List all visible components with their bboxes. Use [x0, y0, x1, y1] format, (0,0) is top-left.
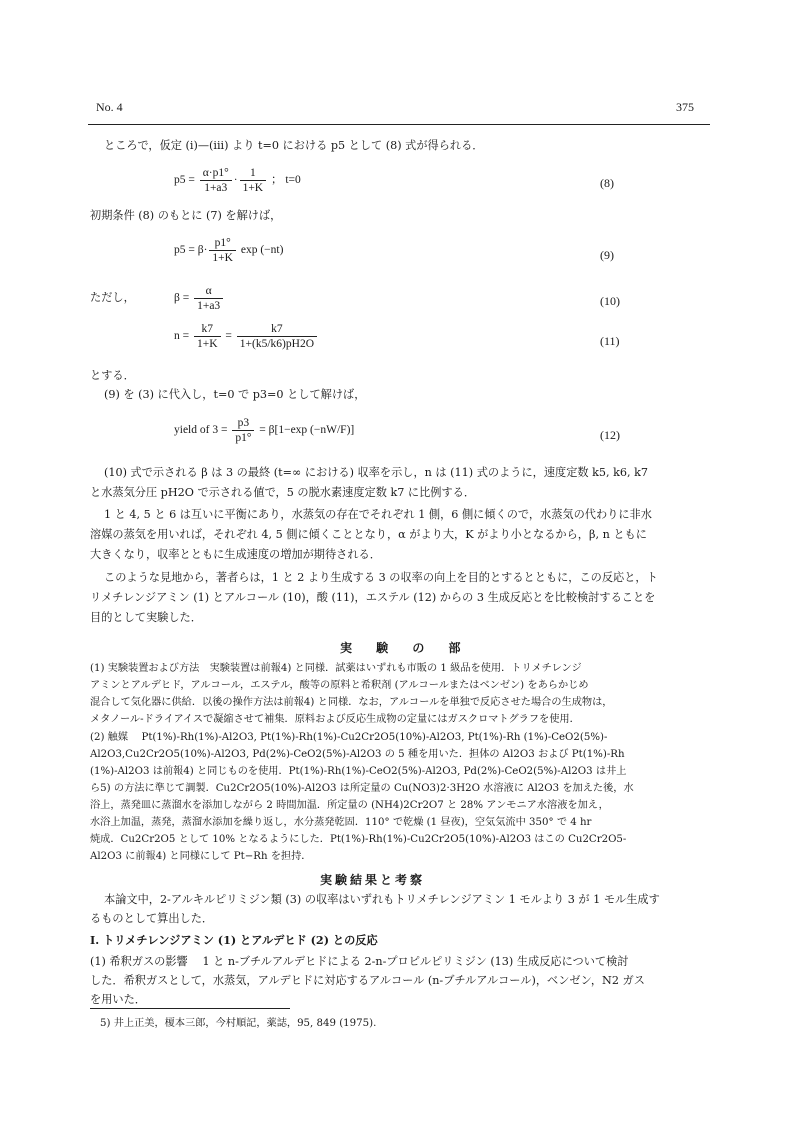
eq8-number: (8)	[600, 176, 614, 190]
eq11-frac2	[237, 322, 317, 351]
eq11-den2: 1+(k5/k6)pH2O	[239, 338, 314, 350]
eq10-lhs: β =	[174, 292, 190, 305]
eq9-lhs: p5 = β·	[174, 244, 208, 257]
eq8-den1: 1+a3	[204, 182, 228, 194]
exp2-line6: 水浴上加温，蒸発，蒸溜水添加を繰り返し，水分蒸発乾固．110° で乾燥 (1 昼夜)，空気気流中 350° で 4 hr	[90, 817, 592, 828]
equation-10	[174, 284, 225, 313]
eq9-tail: exp (−nt)	[240, 244, 284, 257]
eq10-frac	[194, 284, 223, 313]
section-heading-experimental: 実 験 の 部	[340, 641, 471, 655]
eq10-num: α	[194, 284, 223, 299]
exp1-line1: (1) 実験装置および方法 実験装置は前報4) と同様．試薬はいずれも市販の 1 級品を使用．トリメチレンジ	[90, 663, 582, 674]
exp2-line7: 焼成．Cu2Cr2O5 として 10% となるようにした．Pt(1%)-Rh(1%)-Cu2Cr2O5(10%)-Al2O3 はこの Cu2Cr2O5-	[90, 834, 627, 845]
para3-line3: 目的として実験した．	[90, 611, 202, 624]
eq11-frac1	[194, 322, 221, 351]
eq8-frac2	[240, 166, 267, 195]
exp2-line1: (2) 触媒 Pt(1%)-Rh(1%)-Al2O3, Pt(1%)-Rh(1%)-Cu2Cr2O5(10%)-Al2O3, Pt(1%)-Rh (1%)-CeO2(5%)-	[90, 732, 608, 743]
eq12-den: p1°	[235, 432, 252, 444]
exp2-line5: 浴上，蒸発皿に蒸溜水を添加しながら 2 時間加温．所定量の (NH4)2Cr2O7 と 28% アンモニア水溶液を加え，	[90, 800, 609, 811]
eq8-lhs: p5 =	[174, 174, 195, 187]
exp2-line8: Al2O3 に前報4) と同様にして Pt−Rh を担持．	[90, 851, 312, 862]
eq11-eq: =	[225, 330, 232, 343]
eq11-number: (11)	[600, 334, 620, 348]
exp2-line4: ら5) の方法に準じて調製．Cu2Cr2O5(10%)-Al2O3 は所定量の Cu(NO3)2·3H2O 水溶液に Al2O3 を加えた後，水	[90, 783, 634, 794]
footnote-5: 5) 井上正美，榎本三郎，今村順記，薬誌，95, 849 (1975).	[100, 1018, 377, 1029]
dilution-line2: した．希釈ガスとして，水蒸気，アルデヒドに対応するアルコール (n-ブチルアルコール)，ベンゼン，N2 ガス	[90, 974, 645, 987]
intro-line: ところで，仮定 (i)—(iii) より t=0 における p5 として (8) 式が得られる．	[104, 139, 484, 152]
tadashi: ただし，	[90, 291, 135, 304]
subheading-I: I. トリメチレンジアミン (1) とアルデヒド (2) との反応	[90, 933, 378, 947]
results-line2: るものとして算出した．	[90, 912, 214, 925]
exp1-line3: 混合して気化器に供給．以後の操作方法は前報4) と同様．なお，アルコールを単独で反応させた場合の生成物は，	[90, 697, 613, 708]
eq8-frac1	[200, 166, 232, 195]
eq8-den2: 1+K	[242, 182, 264, 194]
eq9-num: p1°	[209, 236, 236, 251]
eq11-num1: k7	[194, 322, 221, 337]
exp1-line2: アミンとアルデヒド，アルコール，エステル，酸等の原料と希釈剤 (アルコールまたはベンゼン) をあらかじめ	[90, 680, 589, 691]
exp2-line3: (1%)-Al2O3 は前報4) と同じものを使用．Pt(1%)-Rh(1%)-CeO2(5%)-Al2O3, Pd(2%)-CeO2(5%)-Al2O3 は井上	[90, 766, 627, 777]
dilution-line1: (1) 希釈ガスの影響 1 と n-ブチルアルデヒドによる 2-n-プロピルピリミジン (13) 生成反応について検討	[90, 955, 629, 968]
eq9-frac	[209, 236, 236, 265]
eq9-number: (9)	[600, 248, 614, 262]
page-number: 375	[676, 100, 694, 114]
para2-line2: 溶媒の蒸気を用いれば，それぞれ 4, 5 側に傾くこととなり，α がより大，K がより小となるから，β, n ともに	[90, 528, 647, 541]
eq8-num1: α·p1°	[200, 166, 232, 181]
para2-line1: 1 と 4, 5 と 6 は互いに平衡にあり，水蒸気の存在でそれぞれ 1 側，6 側に傾くので，水蒸気の代わりに非水	[104, 508, 652, 521]
para1-line2: と水蒸気分圧 pH2O で示される値で，5 の脱水素速度定数 k7 に比例する．	[90, 486, 476, 499]
sub-line: (9) を (3) に代入し，t=0 で p3=0 として解けば，	[104, 388, 366, 401]
footnote-rule	[90, 1008, 290, 1009]
exp1-line4: メタノール-ドライアイスで凝縮させて補集．原料および反応生成物の定量にはガスクロマトグラフを使用．	[90, 714, 580, 725]
eq9-den: 1+K	[212, 252, 233, 264]
equation-8	[174, 166, 301, 195]
exp2-line2: Al2O3,Cu2Cr2O5(10%)-Al2O3, Pd(2%)-CeO2(5%)-Al2O3 の 5 種を用いた．担体の Al2O3 および Pt(1%)-Rh	[90, 749, 625, 760]
equation-12	[174, 416, 354, 445]
eq10-den: 1+a3	[197, 300, 221, 312]
para2-line3: 大きくなり，収率とともに生成速度の増加が期待される．	[90, 548, 381, 561]
dilution-line3: を用いた．	[90, 993, 146, 1006]
eq12-tail: = β[1−exp (−nW/F)]	[259, 424, 355, 437]
para3-line1: このような見地から，著者らは，1 と 2 より生成する 3 の収率の向上を目的とするとともに，この反応と，ト	[104, 571, 658, 584]
eq10-number: (10)	[600, 294, 620, 308]
eq11-den1: 1+K	[197, 338, 218, 350]
eq11-lhs: n =	[174, 330, 190, 343]
para3-line2: リメチレンジアミン (1) とアルコール (10)，酸 (11)，エステル (12) からの 3 生成反応とを比較検討することを	[90, 591, 656, 604]
section-heading-results: 実験結果と考察	[320, 873, 426, 887]
equation-9	[174, 236, 283, 265]
running-header-left: No. 4	[96, 100, 123, 114]
suru: とする．	[90, 369, 135, 382]
header-rule	[88, 124, 710, 125]
eq12-frac	[232, 416, 254, 445]
eq8-dot: ·	[233, 174, 238, 187]
eq12-lhs: yield of 3 =	[174, 424, 228, 437]
cond-line: 初期条件 (8) のもとに (7) を解けば，	[90, 209, 282, 222]
eq8-num2: 1	[240, 166, 267, 181]
eq12-number: (12)	[600, 428, 620, 442]
eq11-num2: k7	[237, 322, 317, 337]
equation-11	[174, 322, 319, 351]
eq12-num: p3	[232, 416, 254, 431]
results-line1: 本論文中，2-アルキルピリミジン類 (3) の収率はいずれもトリメチレンジアミン 1 モルより 3 が 1 モル生成す	[104, 893, 660, 906]
para1-line1: (10) 式で示される β は 3 の最終 (t=∞ における) 収率を示し，n は (11) 式のように，速度定数 k5, k6, k7	[104, 466, 649, 479]
eq8-tail: ； t=0	[270, 174, 301, 187]
